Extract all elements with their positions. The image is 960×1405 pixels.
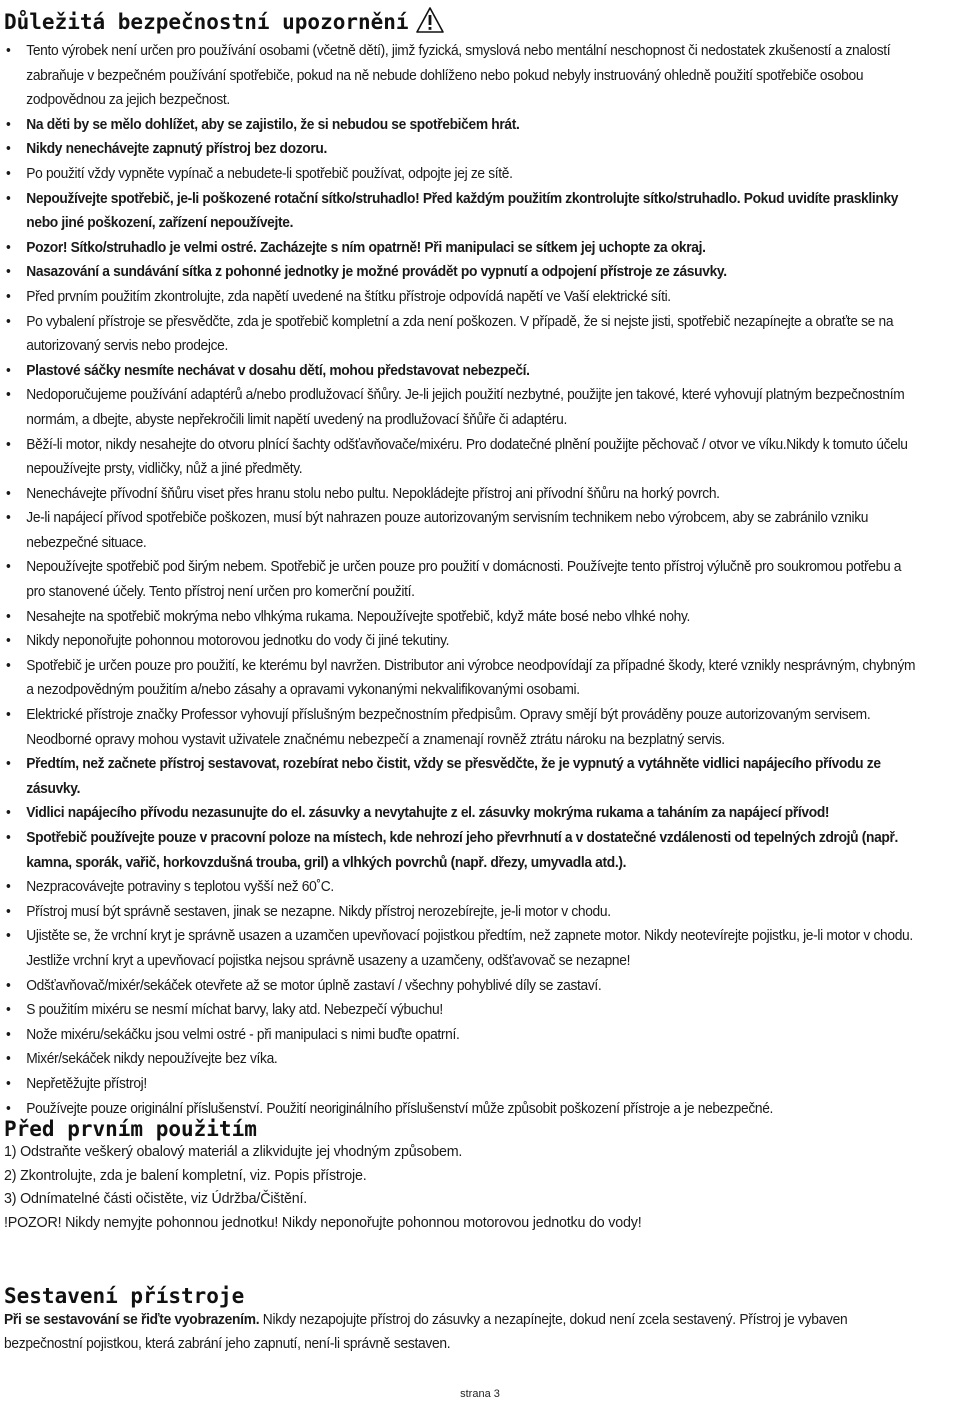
warning-item: • Elektrické přístroje značky Professor vyhovují příslušným bezpečnostním předpisům. Opravy smějí být prováděny pouze autorizovaným servisem. Neodborné opravy mohou vystavit uživatele značnému nebezpečí a znamenají rovněž ztrátu nároku na bezplatný servis. bbox=[6, 703, 923, 752]
first-use-step: 2) Zkontrolujte, zda je balení kompletní, viz. Popis přístroje. bbox=[4, 1167, 367, 1184]
warning-item: • Nepoužívejte spotřebič, je-li poškozené rotační sítko/struhadlo! Před každým použitím zkontrolujte sítko/struhadlo. Pokud uvidíte prasklinky nebo jiné poškození, zařízení nepoužívejte. bbox=[6, 187, 923, 236]
first-use-steps bbox=[4, 1141, 954, 1235]
warning-item: • Odšťavňovač/mixér/sekáček otevřete až se motor úplně zastaví / všechny pohyblivé díly se zastaví. bbox=[6, 974, 923, 999]
warning-item: • Tento výrobek není určen pro používání osobami (včetně dětí), jimž fyzická, smyslová nebo mentální neschopnost či nedostatek zkušeností a znalostí zabraňuje v bezpečném používání spotřebiče, pokud na ně nebude dohlíženo nebo pokud nebyly instruováný ohledně použití spotřebiče osobou zodpovědnou za jejich bezpečnost. bbox=[6, 39, 923, 113]
warning-item: • Nože mixéru/sekáčku jsou velmi ostré - při manipulaci s nimi buďte opatrní. bbox=[6, 1023, 923, 1048]
warning-item: • Je-li napájecí přívod spotřebiče poškozen, musí být nahrazen pouze autorizovaným servisním technikem nebo výrobcem, aby se zabránilo vzniku nebezpečné situace. bbox=[6, 506, 923, 555]
safety-heading-row bbox=[4, 6, 445, 34]
warning-item: • Nenechávejte přívodní šňůru viset přes hranu stolu nebo pultu. Nepokládejte přístroj ani přívodní šňůru na horký povrch. bbox=[6, 482, 923, 507]
first-use-step: !POZOR! Nikdy nemyjte pohonnou jednotku! Nikdy neponořujte pohonnou motorovou jednotku do vody! bbox=[4, 1214, 642, 1231]
assembly-paragraph bbox=[4, 1308, 927, 1356]
warning-item: • Nikdy nenechávejte zapnutý přístroj bez dozoru. bbox=[6, 137, 923, 162]
warning-item: • Před prvním použitím zkontrolujte, zda napětí uvedené na štítku přístroje odpovídá napětí ve Vaší elektrické síti. bbox=[6, 285, 923, 310]
warning-item: • Nedoporučujeme používání adaptérů a/nebo prodlužovací šňůry. Je-li jejich použití nezbytné, použijte jen takové, které vyhovují platným bezpečnostním normám, a dbejte, abyste nepřekročili limit napětí uvedený na prodlužovací šňůře či adaptéru. bbox=[6, 383, 923, 432]
warning-item: • S použitím mixéru se nesmí míchat barvy, laky atd. Nebezpečí výbuchu! bbox=[6, 998, 923, 1023]
warning-item: • Nesahejte na spotřebič mokrýma nebo vlhkýma rukama. Nepoužívejte spotřebič, když máte bosé nebo vlhké nohy. bbox=[6, 605, 923, 630]
first-use-heading: Před prvním použitím bbox=[4, 1117, 257, 1141]
warning-item: • Nepřetěžujte přístroj! bbox=[6, 1072, 923, 1097]
warning-item: • Pozor! Sítko/struhadlo je velmi ostré. Zacházejte s ním opatrně! Při manipulaci se sítkem jej uchopte za okraj. bbox=[6, 236, 923, 261]
first-use-step: 1) Odstraňte veškerý obalový materiál a zlikvidujte jej vhodným způsobem. bbox=[4, 1144, 463, 1160]
warning-item: • Nepoužívejte spotřebič pod širým nebem. Spotřebič je určen pouze pro použití v domácnosti. Používejte tento přístroj výlučně pro soukromou potřebu a pro stanovené účely. Tento přístroj není určen pro komerční použití. bbox=[6, 555, 923, 604]
assembly-heading: Sestavení přístroje bbox=[4, 1284, 245, 1308]
safety-warnings-list bbox=[6, 39, 923, 1121]
warning-item: • Spotřebič je určen pouze pro použití, ke kterému byl navržen. Distributor ani výrobce neodpovídají za případné škody, které vznikly nesprávným, chybným a nezodpovědným použitím a/nebo zásahy a opravami vykonanými nekvalifikovanými osobami. bbox=[6, 654, 923, 703]
warning-item: • Ujistěte se, že vrchní kryt je správně usazen a uzamčen upevňovací pojistkou předtím, než zapnete motor. Nikdy neotevírejte pojistku, je-li motor v chodu. Jestliže vrchní kryt a upevňovací pojistka nejsou správně usazeny a uzamčeny, odšťavovač se nezapne! bbox=[6, 924, 923, 973]
warning-triangle-icon bbox=[415, 6, 445, 34]
warning-item: • Spotřebič používejte pouze v pracovní poloze na místech, kde nehrozí jeho převrhnutí a v dostatečné vzdálenosti od tepelných zdrojů (např. kamna, sporák, vařič, horkovzdušná trouba, gril) a vlhkých povrchů (např. dřezy, umyvadla atd.). bbox=[6, 826, 923, 875]
warning-item: • Plastové sáčky nesmíte nechávat v dosahu dětí, mohou představovat nebezpečí. bbox=[6, 359, 923, 384]
warning-item: • Přístroj musí být správně sestaven, jinak se nezapne. Nikdy přístroj nerozebírejte, je-li motor v chodu. bbox=[6, 900, 923, 925]
warning-item: • Po vybalení přístroje se přesvědčte, zda je spotřebič kompletní a zda není poškozen. V případě, že si nejste jisti, spotřebič nezapínejte a obraťte se na autorizovaný servis nebo prodejce. bbox=[6, 310, 923, 359]
warning-item: • Vidlici napájecího přívodu nezasunujte do el. zásuvky a nevytahujte z el. zásuvky mokrýma rukama a taháním za napájecí přívod! bbox=[6, 801, 923, 826]
warning-item: • Běží-li motor, nikdy nesahejte do otvoru plnící šachty odšťavňovače/mixéru. Pro dodatečné plnění použijte pěchovač / otvor ve víku.Nikdy k tomuto účelu nepoužívejte prsty, vidličky, nůž a jiné předměty. bbox=[6, 433, 923, 482]
warning-item: • Nezpracovávejte potraviny s teplotou vyšší než 60˚C. bbox=[6, 875, 923, 900]
safety-heading: Důležitá bezpečnostní upozornění bbox=[4, 10, 409, 34]
warning-item: • Nikdy neponořujte pohonnou motorovou jednotku do vody či jiné tekutiny. bbox=[6, 629, 923, 654]
assembly-text: Nikdy nezapojujte přístroj do zásuvky a nezapínejte, dokud není zcela sestavený. Přístroj je vybaven bezpečnostní pojistkou, která zabrání jeho zapnutí, není-li správně sestaven. bbox=[4, 1312, 848, 1352]
first-use-step: 3) Odnímatelné části očistěte, viz Údržba/Čištění. bbox=[4, 1191, 308, 1207]
warning-item: • Mixér/sekáček nikdy nepoužívejte bez víka. bbox=[6, 1047, 923, 1072]
warning-item: • Nasazování a sundávání sítka z pohonné jednotky je možné provádět po vypnutí a odpojení přístroje ze zásuvky. bbox=[6, 260, 923, 285]
warning-item: • Po použití vždy vypněte vypínač a nebudete-li spotřebič používat, odpojte jej ze sítě. bbox=[6, 162, 923, 187]
warning-item: • Na děti by se mělo dohlížet, aby se zajistilo, že si nebudou se spotřebičem hrát. bbox=[6, 113, 923, 138]
warning-item: • Používejte pouze originální příslušenství. Použití neoriginálního příslušenství může způsobit poškození přístroje a je nebezpečné. bbox=[6, 1097, 923, 1122]
assembly-bold-intro: Při se sestavování se řiďte vyobrazením. bbox=[4, 1312, 260, 1328]
warning-item: • Předtím, než začnete přístroj sestavovat, rozebírat nebo čistit, vždy se přesvědčte, že je vypnutý a vytáhněte vidlici napájecího přívodu ze zásuvky. bbox=[6, 752, 923, 801]
page-number: strana 3 bbox=[460, 1388, 500, 1400]
